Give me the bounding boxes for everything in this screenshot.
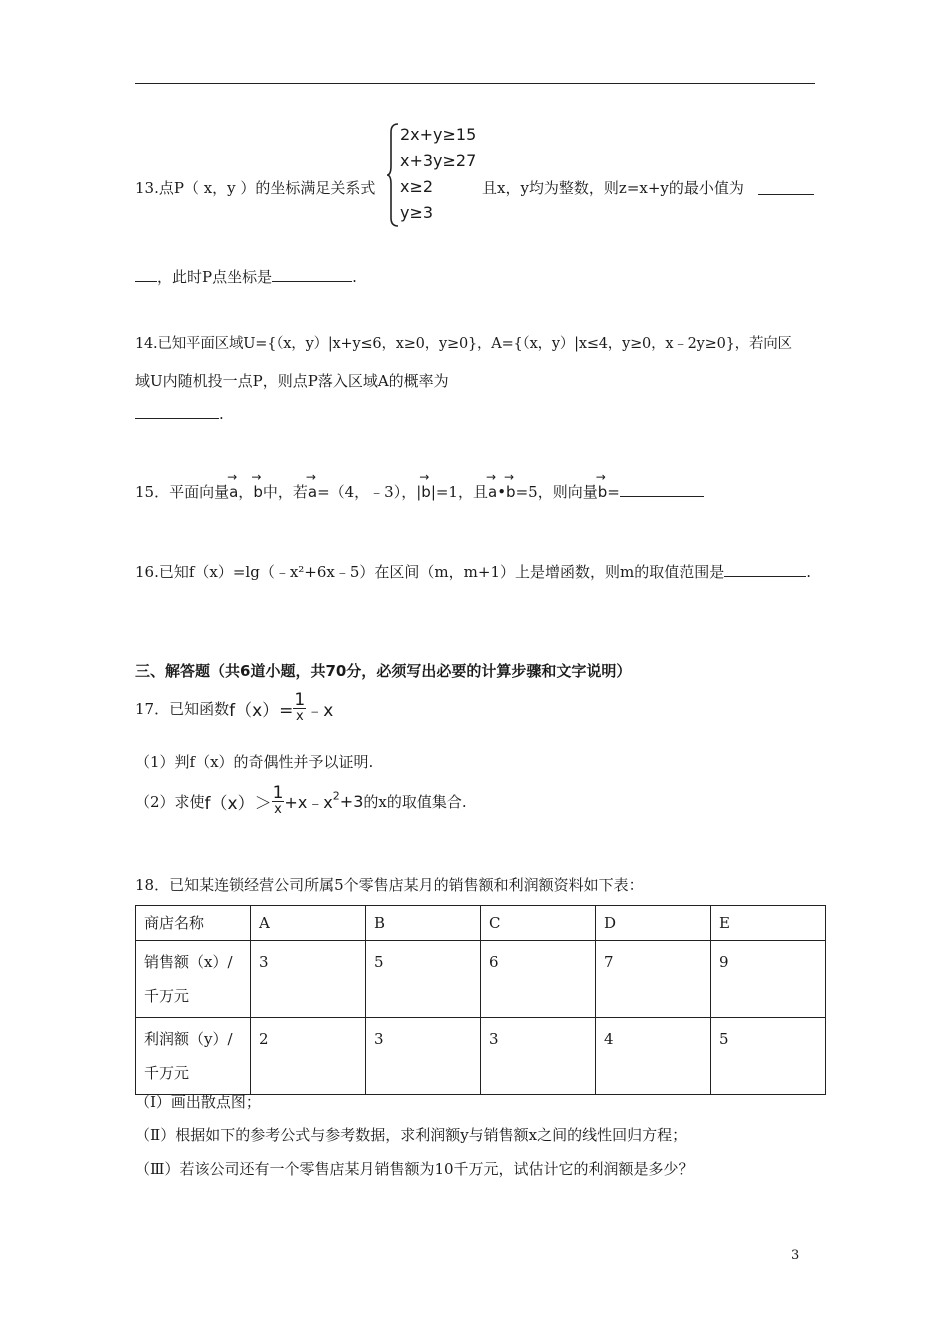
- table-cell: 9: [711, 941, 826, 1018]
- q14-line1: 14.已知平面区域U={（x，y）|x+y≤6，x≥0，y≥0}，A={（x，y）|x≤4，y≥0，x﹣2y≥0}，若向区: [135, 336, 792, 352]
- q15-text-2: 中，若: [262, 483, 308, 501]
- q17-ineq-fraction: [272, 783, 285, 817]
- q17-sub2-post: 的x的取值集合.: [363, 793, 467, 811]
- q17-ineq-frac-num: 1: [272, 783, 284, 803]
- q13-answer-blank-1: [758, 180, 814, 195]
- header-rule: [135, 83, 815, 84]
- q13-answer-blank-1-cont: [135, 267, 157, 282]
- table-header-cell: B: [366, 906, 481, 941]
- q13-suffix: 且x，y均为整数，则z=x+y的最小值为: [482, 179, 744, 197]
- vector-a: → a: [229, 483, 238, 501]
- table-cell: 3: [366, 1018, 481, 1095]
- q13-answer-blank-2: [272, 267, 352, 282]
- q13-system: [400, 122, 476, 226]
- row-label-line2: 千万元: [144, 1064, 190, 1082]
- section-3-heading: 三、解答题（共6道小题，共70分，必须写出必要的计算步骤和文字说明）: [135, 662, 632, 680]
- q13-ineq-1: 2x+y≥15: [400, 125, 477, 144]
- table-row-label: [136, 1018, 251, 1095]
- q15-text-6: =: [607, 483, 620, 501]
- q18-intro: 18．已知某连锁经营公司所属5个零售店某月的销售额和利润额资料如下表：: [135, 876, 644, 894]
- q17-ineq-tail: +x﹣x: [284, 793, 333, 812]
- q18-part-2: （Ⅱ）根据如下的参考公式与参考数据，求利润额y与销售额x之间的线性回归方程；: [135, 1126, 688, 1144]
- q13-ineq-3: x≥2: [400, 177, 434, 196]
- q17-frac-num: 1: [294, 690, 306, 710]
- q13-prefix: 13.点P（ x，y ）的坐标满足关系式: [135, 179, 376, 197]
- q17-func-tail: ﹣x: [306, 701, 334, 721]
- vector-b: → b: [253, 483, 263, 501]
- q17-sub2: [135, 783, 467, 817]
- q13-line2: [135, 266, 357, 287]
- q15-text-4: |=1，且: [430, 483, 488, 501]
- q17-ineq-frac-den: x: [274, 802, 282, 817]
- question-17-title: [135, 690, 334, 724]
- q17-sub2-pre: （2）求使: [135, 793, 205, 811]
- table-cell: 5: [366, 941, 481, 1018]
- table-cell: 3: [251, 941, 366, 1018]
- q13-end: .: [352, 268, 357, 286]
- q15-dot: •: [497, 483, 507, 501]
- row-label-line1: 销售额（x）/: [144, 953, 233, 971]
- vector-b-3: → b: [506, 483, 516, 501]
- left-brace-icon: [386, 122, 400, 228]
- vector-a-2: → a: [308, 483, 317, 501]
- row-label-line1: 利润额（y）/: [144, 1030, 233, 1048]
- q16-text: 16.已知f（x）=lg（﹣x²+6x﹣5）在区间（m，m+1）上是增函数，则m的取值范围是: [135, 563, 725, 581]
- table-header-cell: C: [481, 906, 596, 941]
- q14-answer-blank: [135, 404, 219, 419]
- q14-line2: 域U内随机投一点P，则点P落入区域A的概率为: [135, 372, 449, 390]
- q15-text-5: =5，则向量: [515, 483, 598, 501]
- q16-end: .: [806, 563, 811, 581]
- q13-line2-text: ，此时P点坐标是: [157, 268, 273, 286]
- vector-a-3: → a: [488, 483, 497, 501]
- q13-ineq-4: y≥3: [400, 203, 434, 222]
- q17-fraction: [293, 690, 306, 724]
- table-cell: 4: [596, 1018, 711, 1095]
- table-row: [136, 941, 826, 1018]
- table-row-label: [136, 941, 251, 1018]
- q14-line3: [135, 404, 224, 423]
- vector-b-4: → b: [598, 483, 608, 501]
- q17-title: 17．已知函数: [135, 700, 230, 718]
- table-cell: 2: [251, 1018, 366, 1095]
- q17-frac-den: x: [295, 709, 304, 724]
- table-cell: 3: [481, 1018, 596, 1095]
- page-number: 3: [791, 1248, 800, 1263]
- question-16: [135, 561, 811, 582]
- q17-sub1: （1）判f（x）的奇偶性并予以证明.: [135, 753, 374, 771]
- q17-func-lhs: f（x）=: [229, 701, 294, 721]
- q18-part-1: （Ⅰ）画出散点图；: [135, 1093, 261, 1111]
- question-15: [135, 481, 704, 502]
- row-label-line2: 千万元: [144, 987, 190, 1005]
- q15-text-1: 15．平面向量: [135, 483, 230, 501]
- table-row: [136, 1018, 826, 1095]
- q13-ineq-2: x+3y≥27: [400, 151, 477, 170]
- q15-answer-blank: [620, 482, 704, 497]
- table-cell: 7: [596, 941, 711, 1018]
- q18-part-3: （Ⅲ）若该公司还有一个零售店某月销售额为10千万元，试估计它的利润额是多少？: [135, 1160, 694, 1178]
- table-header-row: [136, 906, 826, 941]
- table-cell: 6: [481, 941, 596, 1018]
- q17-ineq-plus3: +3: [339, 792, 364, 811]
- table-header-cell: A: [251, 906, 366, 941]
- vector-b-2: → b: [421, 483, 431, 501]
- q14-end: .: [219, 405, 224, 423]
- table-header-cell: 商店名称: [136, 906, 251, 941]
- table-header-cell: D: [596, 906, 711, 941]
- q15-comma: ，: [238, 483, 254, 501]
- table-header-cell: E: [711, 906, 826, 941]
- q18-data-table: [135, 905, 826, 1095]
- table-cell: 5: [711, 1018, 826, 1095]
- q16-answer-blank: [724, 562, 806, 577]
- q17-ineq-lhs: f（x）＞: [204, 794, 272, 814]
- q17-ineq-exponent: 2: [332, 789, 340, 803]
- q15-text-3: =（4，﹣3），|: [317, 483, 422, 501]
